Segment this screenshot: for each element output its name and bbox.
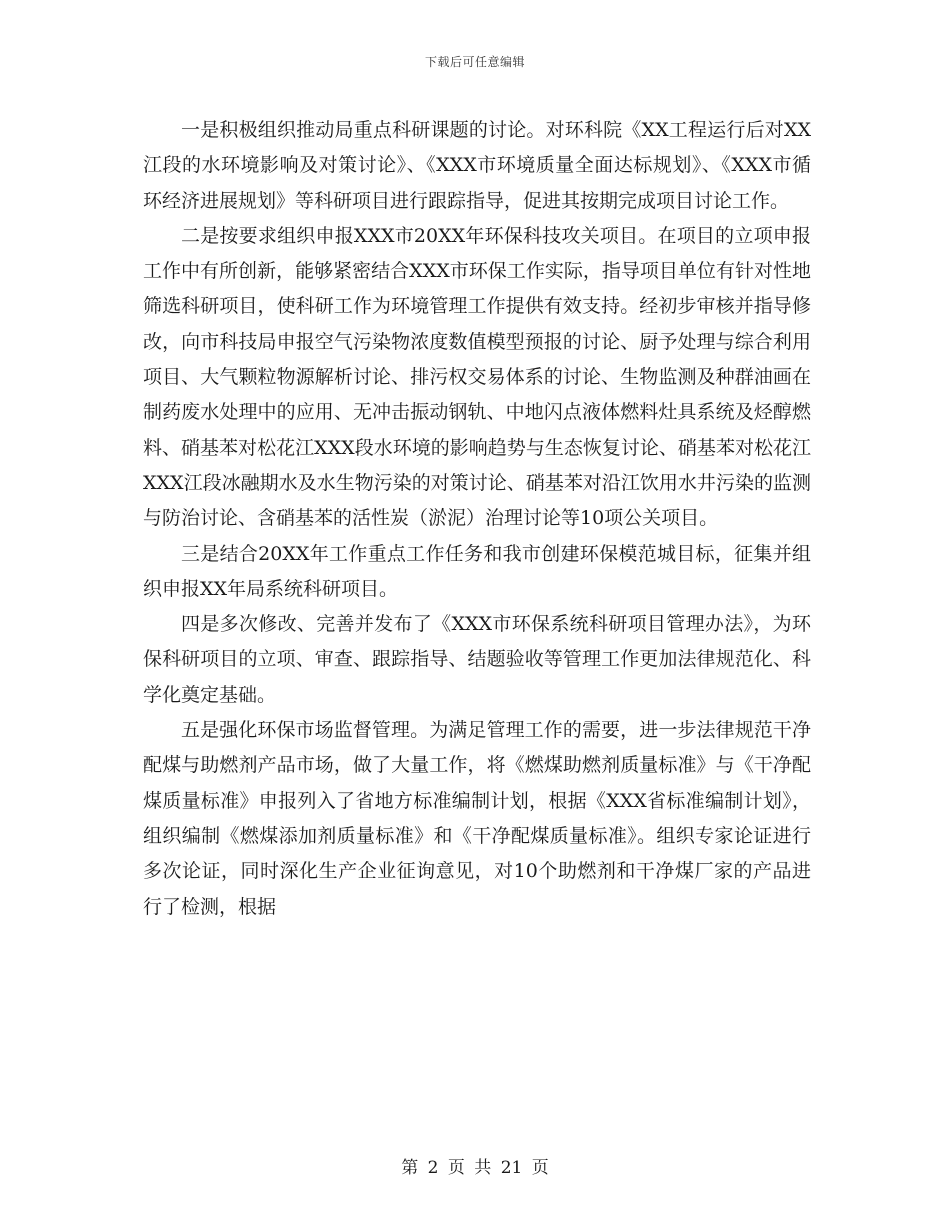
page-footer: 第 2 页 共 21 页 bbox=[401, 1158, 549, 1178]
paragraph-5: 五是强化环保市场监督管理。为满足管理工作的需要，进一步法律规范干净配煤与助燃剂产品市场，做了大量工作，将《燃煤助燃剂质量标准》与《干净配煤质量标准》申报列入了省地方标准编制计划，根据《XXX省标准编制计划》，组织编制《燃煤添加剂质量标准》和《干净配煤质量标准》。组织专家论证进行多次论证，同时深化生产企业征询意见，对10个助燃剂和干净煤厂家的产品进行了检测，根据 bbox=[143, 719, 811, 918]
paragraph-2: 二是按要求组织申报XXX市20XX年环保科技攻关项目。在项目的立项申报工作中有所创新，能够紧密结合XXX市环保工作实际，指导项目单位有针对性地筛选科研项目，使科研工作为环境管理工作提供有效支持。经初步审核并指导修改，向市科技局申报空气污染物浓度数值模型预报的讨论、厨予处理与综合利用项目、大气颗粒物源解析讨论、排污权交易体系的讨论、生物监测及种群油画在制药废水处理中的应用、无冲击振动钢轨、中地闪点液体燃料灶具系统及烃醇燃料、硝基苯对松花江XXX段水环境的影响趋势与生态恢复讨论、硝基苯对松花江XXX江段冰融期水及水生物污染的对策讨论、硝基苯对沿江饮用水井污染的监测与防治讨论、含硝基苯的活性炭（淤泥）治理讨论等10项公关项目。 bbox=[143, 224, 811, 530]
paragraph-4: 四是多次修改、完善并发布了《XXX市环保系统科研项目管理办法》，为环保科研项目的立项、审查、跟踪指导、结题验收等管理工作更加法律规范化、科学化奠定基础。 bbox=[143, 613, 811, 706]
document-body bbox=[143, 113, 811, 925]
page-header: 下载后可任意编辑 bbox=[424, 55, 525, 69]
paragraph-1: 一是积极组织推动局重点科研课题的讨论。对环科院《XX工程运行后对XX江段的水环境影响及对策讨论》、《XXX市环境质量全面达标规划》、《XXX市循环经济进展规划》等科研项目进行跟踪指导，促进其按期完成项目讨论工作。 bbox=[143, 119, 811, 212]
paragraph-3: 三是结合20XX年工作重点工作任务和我市创建环保模范城目标，征集并组织申报XX年局系统科研项目。 bbox=[143, 542, 811, 600]
